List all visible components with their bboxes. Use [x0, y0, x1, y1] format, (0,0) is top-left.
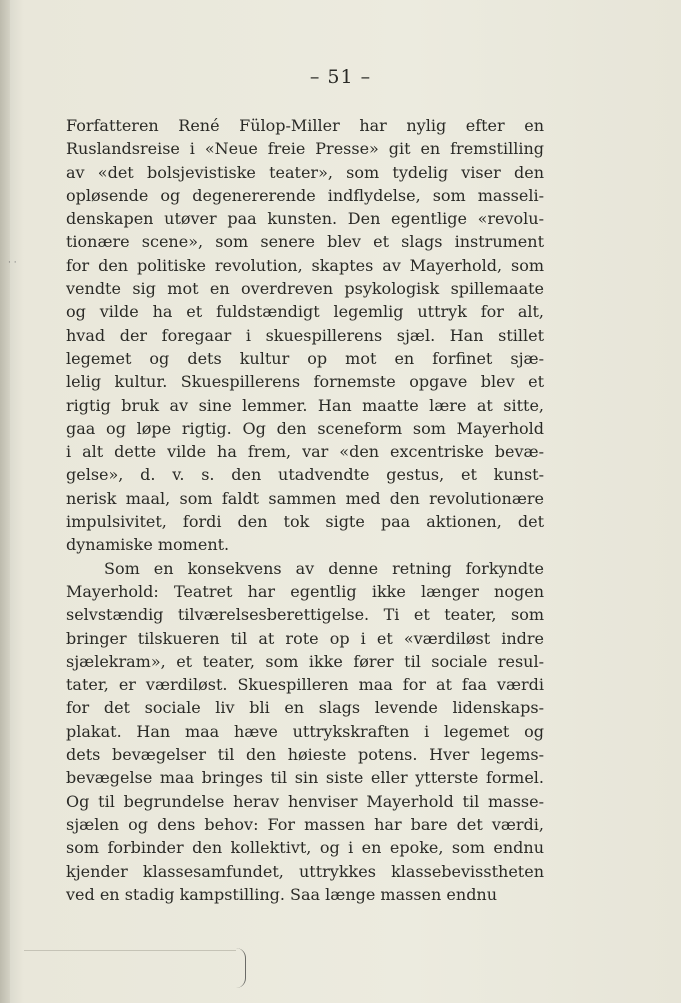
text-line: kjender klassesamfundet, uttrykkes klassebevisstheten — [66, 861, 544, 881]
text-line: gelse», d. v. s. den utadvendte gestus, et kunst- — [66, 465, 544, 485]
text-line: impulsivitet, fordi den tok sigte paa aktionen, det — [66, 512, 544, 532]
text-line: hvad der foregaar i skuespillerens sjæl. Han stillet — [66, 325, 544, 345]
text-line: vendte sig mot en overdreven psykologisk spillemaate — [66, 279, 544, 299]
text-line: bringer tilskueren til at rote op i et «værdiløst indre — [66, 628, 544, 648]
margin-mark: · · — [8, 258, 17, 268]
text-line: nerisk maal, som faldt sammen med den revolutionære — [66, 488, 544, 508]
text-line: av «det bolsjevistiske teater», som tydelig viser den — [66, 162, 544, 182]
text-line: legemet og dets kultur op mot en forfinet sjæ- — [66, 348, 544, 368]
text-line: gaa og løpe rigtig. Og den sceneform som Mayerhold — [66, 418, 544, 438]
text-line: Ruslandsreise i «Neue freie Presse» git en fremstilling — [66, 139, 544, 159]
paragraph-2 — [66, 557, 544, 906]
paragraph-1 — [66, 114, 544, 557]
text-line: Som en konsekvens av denne retning forkyndte — [104, 558, 544, 578]
text-line: rigtig bruk av sine lemmer. Han maatte lære at sitte, — [66, 395, 544, 415]
text-line: denskapen utøver paa kunsten. Den egentlige «revolu- — [66, 209, 544, 229]
ruled-line — [24, 950, 236, 951]
text-line: for den politiske revolution, skaptes av Mayerhold, som — [66, 255, 544, 275]
text-line: opløsende og degenererende indflydelse, som masseli- — [66, 185, 544, 205]
page-binding-edge — [0, 0, 10, 1003]
text-line: for det sociale liv bli en slags levende lidenskaps- — [66, 698, 544, 718]
text-line: selvstændig tilværelsesberettigelse. Ti et teater, som — [66, 605, 544, 625]
text-line: ved en stadig kampstilling. Saa længe massen endnu — [66, 884, 498, 904]
page-number: – 51 – — [309, 66, 372, 88]
text-line: tionære scene», som senere blev et slags instrument — [66, 232, 544, 252]
body-text — [66, 114, 544, 906]
text-line: tater, er værdiløst. Skuespilleren maa for at faa værdi — [66, 675, 544, 695]
text-line: Og til begrundelse herav henviser Mayerhold til masse- — [66, 791, 544, 811]
text-line: lelig kultur. Skuespillerens fornemste opgave blev et — [66, 372, 544, 392]
bracket-mark — [236, 948, 246, 988]
text-line: bevægelse maa bringes til sin siste eller ytterste formel. — [66, 768, 544, 788]
text-line: sjælen og dens behov: For massen har bare det værdi, — [66, 814, 544, 834]
text-line: dets bevægelser til den høieste potens. Hver legems- — [66, 745, 544, 765]
text-line: Mayerhold: Teatret har egentlig ikke længer nogen — [66, 581, 544, 601]
text-line: og vilde ha et fuldstændigt legemlig uttryk for alt, — [66, 302, 544, 322]
text-line: dynamiske moment. — [66, 535, 230, 555]
text-line: sjælekram», et teater, som ikke fører til sociale resul- — [66, 651, 544, 671]
text-line: plakat. Han maa hæve uttrykskraften i legemet og — [66, 721, 544, 741]
text-line: som forbinder den kollektivt, og i en epoke, som endnu — [66, 838, 544, 858]
text-line: i alt dette vilde ha frem, var «den excentriske bevæ- — [66, 442, 544, 462]
text-line: Forfatteren René Fülop-Miller har nylig efter en — [66, 116, 544, 135]
